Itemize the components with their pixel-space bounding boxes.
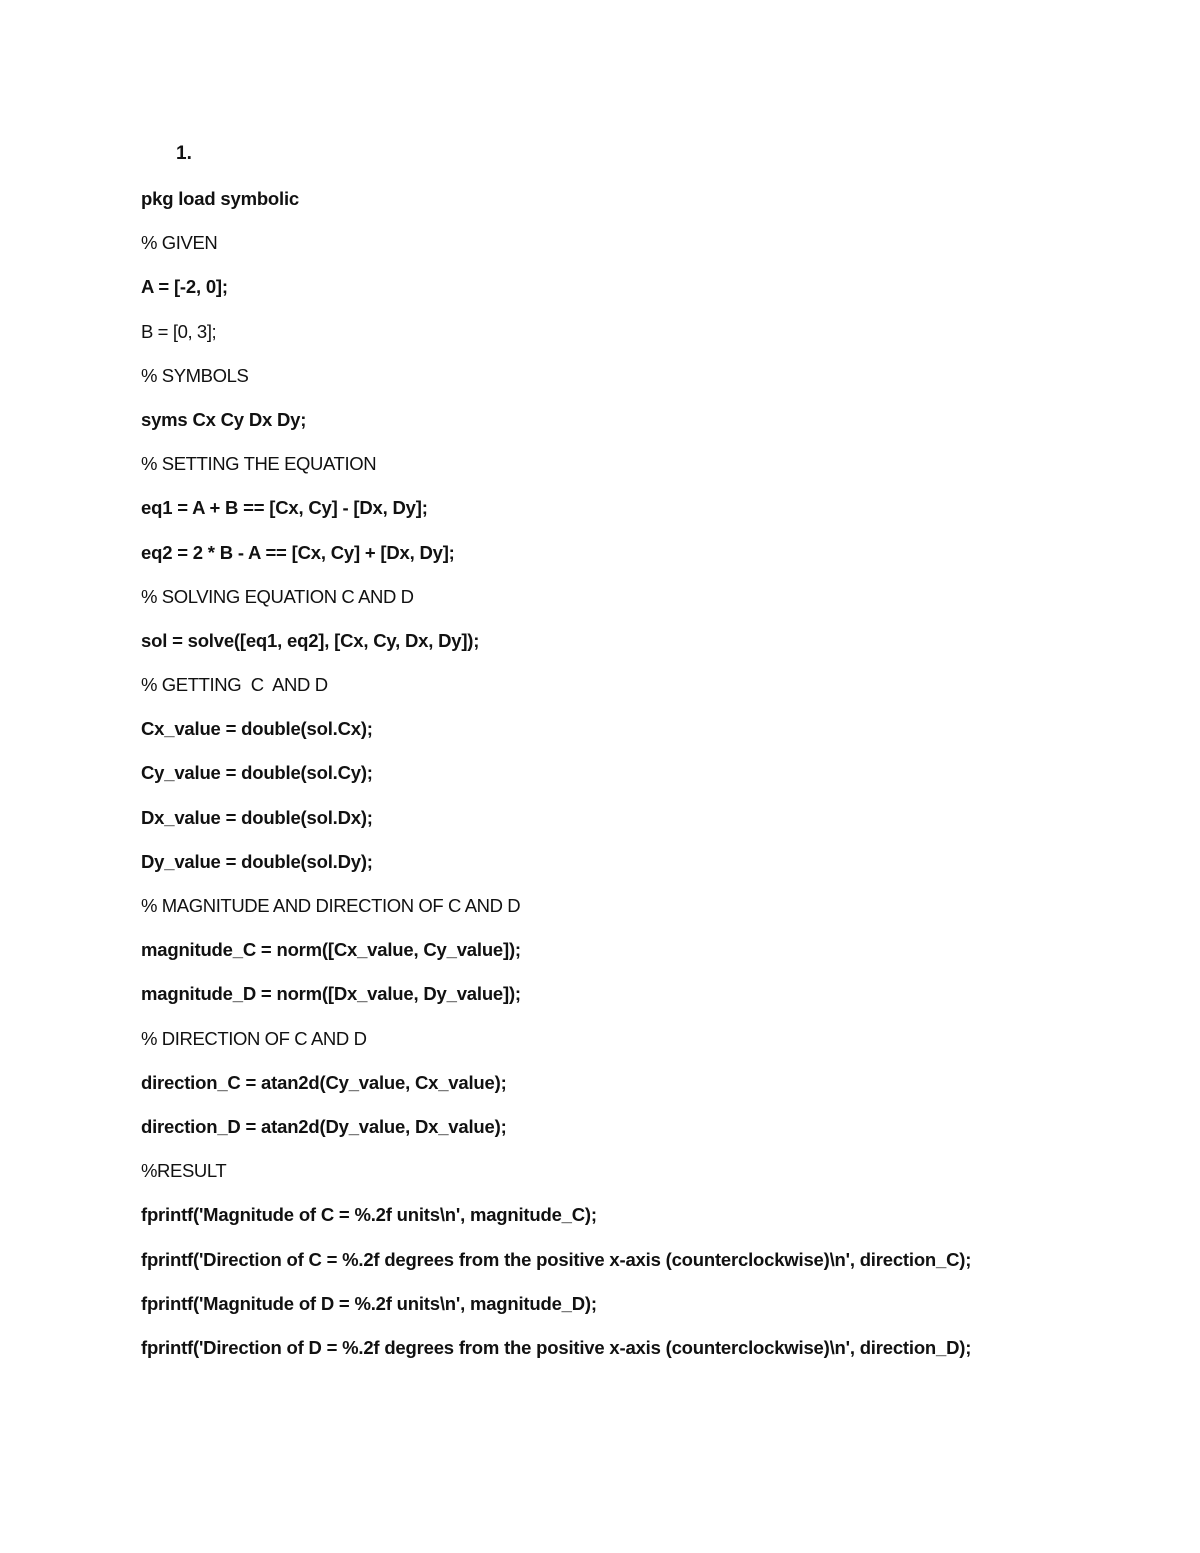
code-line: eq1 = A + B == [Cx, Cy] - [Dx, Dy]; (141, 497, 428, 519)
comment-line: % SYMBOLS (141, 364, 249, 386)
code-line: direction_C = atan2d(Cy_value, Cx_value); (141, 1071, 507, 1093)
code-line: Dx_value = double(sol.Dx); (141, 806, 373, 828)
comment-line: % SETTING THE EQUATION (141, 453, 377, 475)
code-line: sol = solve([eq1, eq2], [Cx, Cy, Dx, Dy]); (141, 629, 480, 651)
code-line: fprintf('Direction of C = %.2f degrees from the positive x-axis (counterclockwise)\n', direction_C); (141, 1248, 972, 1270)
code-line: fprintf('Magnitude of D = %.2f units\n', magnitude_D); (141, 1292, 597, 1314)
comment-line: % GIVEN (141, 232, 218, 254)
code-line: syms Cx Cy Dx Dy; (141, 408, 307, 430)
comment-line: %RESULT (141, 1160, 227, 1182)
code-line: fprintf('Direction of D = %.2f degrees from the positive x-axis (counterclockwise)\n', direction_D); (141, 1336, 972, 1358)
code-line: magnitude_C = norm([Cx_value, Cy_value]); (141, 939, 521, 961)
code-line: magnitude_D = norm([Dx_value, Dy_value]); (141, 983, 521, 1005)
code-line: Dy_value = double(sol.Dy); (141, 850, 373, 872)
code-line: Cy_value = double(sol.Cy); (141, 762, 373, 784)
comment-line: % GETTING C AND D (141, 674, 328, 696)
item-number: 1. (176, 143, 192, 164)
comment-line: B = [0, 3]; (141, 320, 217, 342)
code-line: eq2 = 2 * B - A == [Cx, Cy] + [Dx, Dy]; (141, 541, 455, 563)
code-line: Cx_value = double(sol.Cx); (141, 718, 373, 740)
code-line: A = [-2, 0]; (141, 276, 228, 298)
code-line: fprintf('Magnitude of C = %.2f units\n', magnitude_C); (141, 1204, 597, 1226)
comment-line: % MAGNITUDE AND DIRECTION OF C AND D (141, 895, 521, 916)
code-listing (141, 187, 971, 1380)
code-line: pkg load symbolic (141, 188, 299, 209)
comment-line: % SOLVING EQUATION C AND D (141, 585, 414, 607)
comment-line: % DIRECTION OF C AND D (141, 1027, 367, 1049)
code-line: direction_D = atan2d(Dy_value, Dx_value); (141, 1115, 507, 1137)
